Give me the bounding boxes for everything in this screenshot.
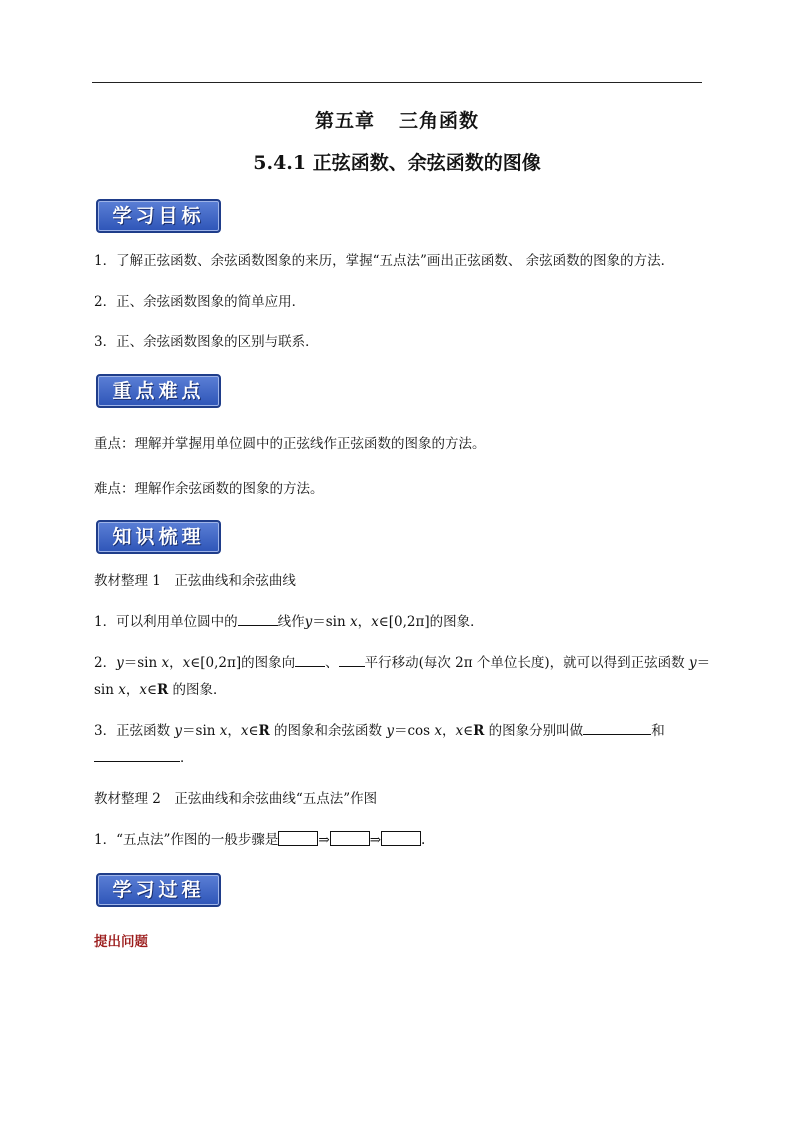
- five-point-steps: 1．“五点法”作图的一般步骤是 ⇒ ⇒ .: [94, 832, 426, 848]
- objective-item-1: 1．了解正弦函数、余弦函数图象的来历，掌握“五点法”画出正弦函数、 余弦函数的图象的方法．: [94, 253, 675, 269]
- knowledge-item-2-line-1: 2．y＝sin x，x∈[0,2π]的图象向 、 平行移动(每次 2π 个单位长度)，就可以得到正弦函数 y＝: [94, 655, 711, 671]
- fill-blank: [583, 733, 651, 735]
- fill-blank: [295, 665, 325, 667]
- chapter-number: 第五章: [314, 110, 375, 132]
- fill-blank: [238, 624, 278, 626]
- material-2-title: 教材整理 2 正弦曲线和余弦曲线“五点法”作图: [94, 791, 378, 807]
- chapter-heading: [0, 106, 794, 133]
- key-difficulty-text: 难点：理解作余弦函数的图象的方法。: [94, 481, 324, 497]
- objective-item-3: 3．正、余弦函数图象的区别与联系．: [94, 334, 319, 350]
- knowledge-item-3-line-2: ．: [94, 746, 194, 766]
- objectives-badge: 学习目标: [96, 199, 221, 233]
- fill-blank: [339, 665, 365, 667]
- objective-item-2: 2．正、余弦函数图象的简单应用．: [94, 294, 306, 310]
- lesson-title: 5.4.1 正弦函数、余弦函数的图像: [253, 152, 541, 174]
- knowledge-badge: 知识梳理: [96, 520, 221, 554]
- key-focus-text: 重点：理解并掌握用单位圆中的正弦线作正弦函数的图象的方法。: [94, 436, 486, 452]
- fill-blank: [94, 760, 180, 762]
- raise-question-heading: 提出问题: [94, 934, 148, 950]
- knowledge-item-1: 1．可以利用单位圆中的 线作y＝sin x，x∈[0,2π]的图象．: [94, 614, 484, 630]
- knowledge-item-2-line-2: sin x，x∈R 的图象．: [94, 682, 227, 698]
- header-rule: [92, 82, 702, 83]
- chapter-title: 三角函数: [399, 110, 480, 132]
- knowledge-item-3-line-1: 3．正弦函数 y＝sin x，x∈R 的图象和余弦函数 y＝cos x，x∈R 的图象分别叫做 和: [94, 723, 665, 739]
- material-1-title: 教材整理 1 正弦曲线和余弦曲线: [94, 573, 296, 589]
- key-points-badge: 重点难点: [96, 374, 221, 408]
- answer-box: [381, 831, 421, 846]
- process-badge: 学习过程: [96, 873, 221, 907]
- answer-box: [330, 831, 370, 846]
- answer-box: [278, 831, 318, 846]
